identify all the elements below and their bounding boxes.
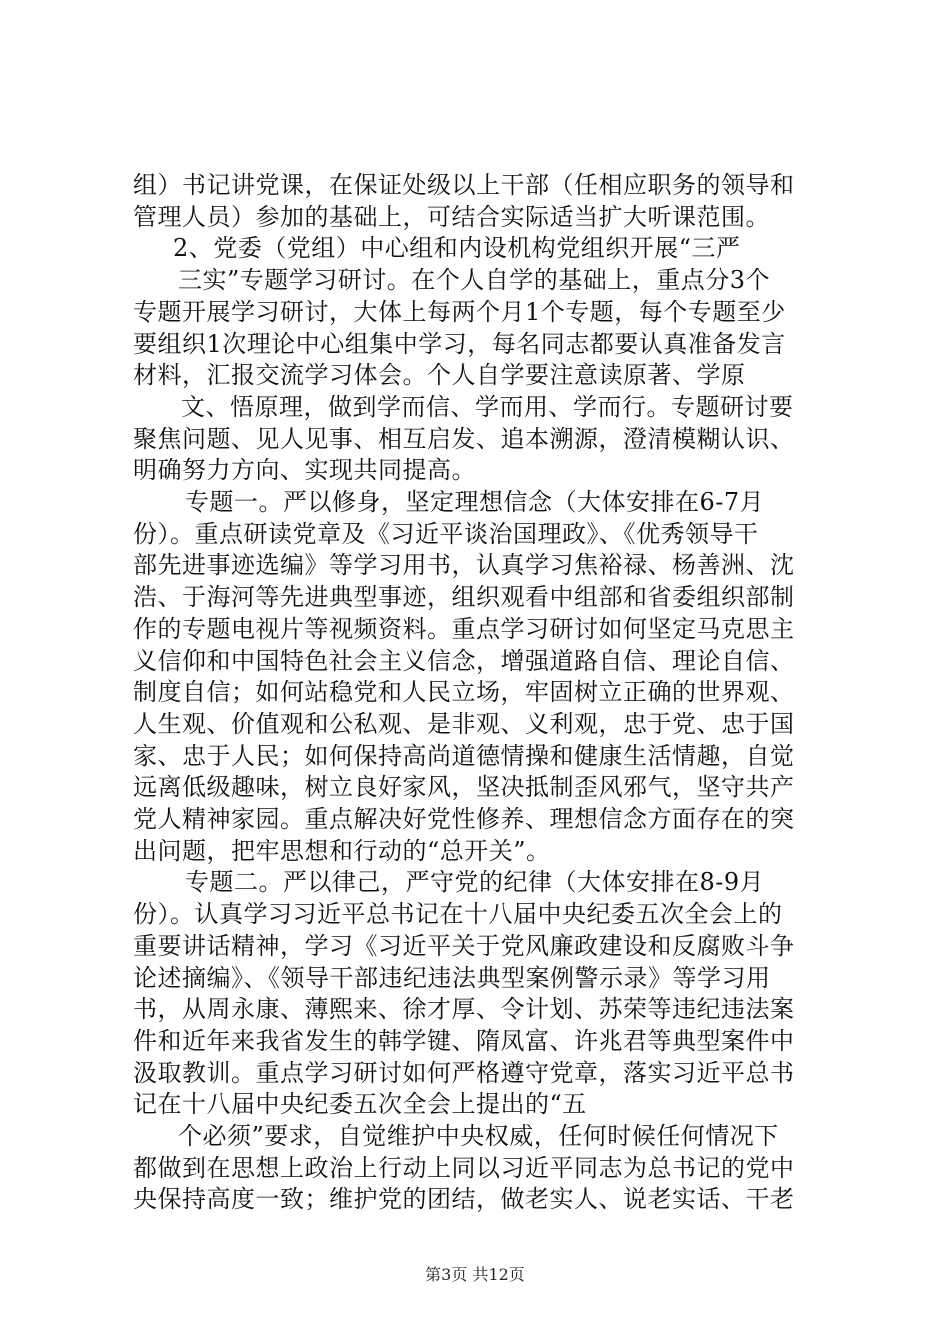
text-line: 三实”专题学习研讨。在个人自学的基础上，重点分3个 [178,266,771,294]
text-line: 作的专题电视片等视频资料。重点学习研讨如何坚定马克思主 [133,615,795,643]
text-line: 材料，汇报交流学习体会。个人自学要注意读原著、学原 [133,361,746,389]
text-line: 论述摘编》、《领导干部违纪违法典型案例警示录》等学习用 [133,964,771,992]
text-line: 明确努力方向、实现共同提高。 [133,456,476,484]
text-line: 制度自信；如何站稳党和人民立场，牢固树立正确的世界观、 [133,678,795,706]
text-line: 份）。重点研读党章及《习近平谈治国理政》、《优秀领导干 [133,520,759,548]
text-line: 远离低级趣味，树立良好家风，坚决抵制歪风邪气，坚守共产 [133,773,795,801]
text-line: 专题一。严以修身，坚定理想信念（大体安排在6-7月 [185,488,765,516]
text-line: 份）。认真学习习近平总书记在十八届中央纪委五次全会上的 [133,900,783,928]
text-line: 记在十八届中央纪委五次全会上提出的“五 [133,1090,587,1118]
text-line: 都做到在思想上政治上行动上同以习近平同志为总书记的党中 [133,1154,795,1182]
text-line: 组）书记讲党课，在保证处级以上干部（任相应职务的领导和 [133,171,795,199]
text-line: 专题开展学习研讨，大体上每两个月1个专题，每个专题至少 [133,298,786,326]
text-line: 出问题，把牢思想和行动的“总开关”。 [133,837,551,865]
text-line: 汲取教训。重点学习研讨如何严格遵守党章，落实习近平总书 [133,1059,795,1087]
text-line: 件和近年来我省发生的韩学键、隋凤富、许兆君等典型案件中 [133,1027,795,1055]
text-line: 聚焦问题、见人见事、相互启发、追本溯源，澄清模糊认识、 [133,425,795,453]
text-line: 文、悟原理，做到学而信、学而用、学而行。专题研讨要 [181,393,794,421]
text-line: 党人精神家园。重点解决好党性修养、理想信念方面存在的突 [133,805,795,833]
text-line: 管理人员）参加的基础上，可结合实际适当扩大听课范围。 [133,203,770,231]
text-line: 浩、于海河等先进典型事迹，组织观看中组部和省委组织部制 [133,583,795,611]
text-line: 书，从周永康、薄熙来、徐才厚、令计划、苏荣等违纪违法案 [133,995,795,1023]
text-line: 央保持高度一致；维护党的团结，做老实人、说老实话、干老 [133,1185,795,1213]
text-line: 义信仰和中国特色社会主义信念，增强道路自信、理论自信、 [133,647,795,675]
text-line: 家、忠于人民；如何保持高尚道德情操和健康生活情趣，自觉 [133,742,795,770]
text-line: 专题二。严以律己，严守党的纪律（大体安排在8-9月 [185,868,765,896]
text-line: 个必须”要求，自觉维护中央权威，任何时候任何情况下 [178,1122,779,1150]
page-footer: 第3页 共12页 [425,1265,525,1284]
text-line: 2、党委（党组）中心组和内设机构党组织开展“三严 [173,234,741,262]
text-line: 重要讲话精神，学习《习近平关于党风廉政建设和反腐败斗争 [133,932,795,960]
text-line: 人生观、价值观和公私观、是非观、义利观，忠于党、忠于国 [133,710,795,738]
text-line: 要组织1次理论中心组集中学习，每名同志都要认真准备发言 [133,330,786,358]
text-line: 部先进事迹选编》等学习用书，认真学习焦裕禄、杨善洲、沈 [133,551,795,579]
